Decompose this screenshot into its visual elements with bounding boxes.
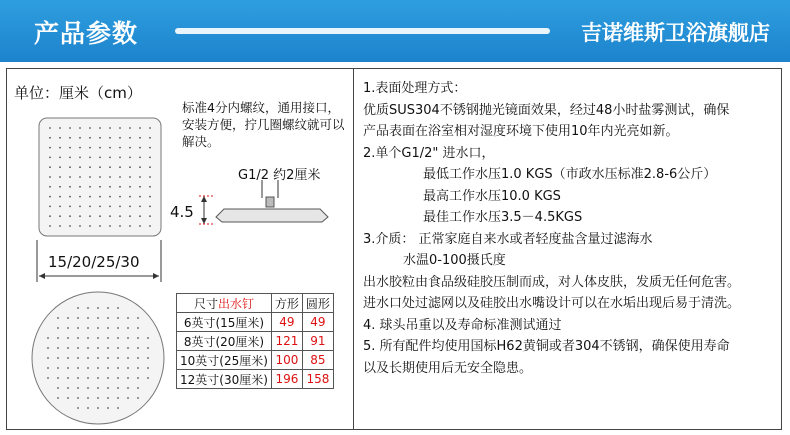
thread-note: 标准4分内螺纹，通用接口，安装方便，拧几圈螺纹就可以解决。 — [182, 100, 345, 149]
nozzle-dot — [137, 347, 139, 349]
nozzle-dot — [139, 186, 141, 188]
nozzle-dot — [107, 327, 109, 329]
nozzle-dot — [89, 166, 91, 168]
table-header-cell: 尺寸出水钉 — [177, 294, 272, 313]
nozzle-dot — [67, 357, 69, 359]
nozzle-dot — [109, 225, 111, 227]
nozzle-dot — [139, 127, 141, 129]
table-row — [177, 332, 334, 351]
nozzle-dot — [127, 367, 129, 369]
nozzle-dot — [49, 206, 51, 208]
nozzle-dot — [139, 196, 141, 198]
height-arrow-bottom — [201, 218, 207, 224]
nozzle-dot — [137, 397, 139, 399]
nozzle-dot — [89, 186, 91, 188]
nozzle-dot — [139, 137, 141, 139]
nozzle-dot — [107, 387, 109, 389]
nozzle-dot — [79, 215, 81, 217]
nozzle-dot — [99, 206, 101, 208]
nozzle-dot — [97, 397, 99, 399]
nozzle-dot — [47, 337, 49, 339]
nozzle-dot — [109, 176, 111, 178]
spec-line: 5. 所有配件均使用国标H62黄铜或者304不锈钢，确保使用寿命 — [363, 339, 730, 354]
nozzle-dot — [47, 367, 49, 369]
nozzle-dot — [87, 317, 89, 319]
nozzle-dot — [127, 337, 129, 339]
nozzle-dot — [107, 337, 109, 339]
nozzle-dot — [99, 127, 101, 129]
nozzle-dot — [129, 206, 131, 208]
nozzle-dot — [59, 186, 61, 188]
nozzle-dot — [59, 147, 61, 149]
nozzle-dot — [67, 347, 69, 349]
nozzle-dot — [129, 166, 131, 168]
nozzle-dot — [69, 147, 71, 149]
nozzle-dot — [67, 397, 69, 399]
nozzle-dot — [117, 377, 119, 379]
nozzle-dot — [109, 166, 111, 168]
nozzle-dot — [139, 157, 141, 159]
table-cell-round: 91 — [302, 332, 333, 351]
nozzle-dot — [99, 225, 101, 227]
nozzle-dot — [59, 196, 61, 198]
nozzle-dot — [77, 367, 79, 369]
nozzle-dot — [117, 337, 119, 339]
nozzle-dot — [67, 387, 69, 389]
nozzle-dot — [49, 166, 51, 168]
table-header-cell: 方形 — [271, 294, 302, 313]
nozzle-dot — [57, 347, 59, 349]
nozzle-dot — [57, 337, 59, 339]
table-row — [177, 351, 334, 370]
nozzle-dot — [109, 186, 111, 188]
nozzle-dot — [49, 196, 51, 198]
nozzle-dot — [117, 307, 119, 309]
nozzle-dot — [69, 176, 71, 178]
nozzle-dot — [59, 176, 61, 178]
nozzle-dot — [99, 147, 101, 149]
nozzle-dot — [119, 225, 121, 227]
nozzle-dot — [129, 157, 131, 159]
nozzle-dot — [99, 215, 101, 217]
nozzle-dot — [89, 137, 91, 139]
nozzle-dot — [69, 157, 71, 159]
spec-line: 优质SUS304不锈钢抛光镜面效果，经过48小时盐雾测试，确保 — [363, 102, 730, 118]
nozzle-dot — [99, 176, 101, 178]
nozzle-dot — [147, 337, 149, 339]
nozzle-dot — [79, 225, 81, 227]
nozzle-dot — [57, 327, 59, 329]
nozzle-dot — [109, 127, 111, 129]
thread-label: G1/2 约2厘米 — [238, 168, 321, 183]
nozzle-dot — [149, 186, 151, 188]
inlet-connector — [266, 197, 274, 207]
spec-line: 2.单个G1/2" 进水口， — [363, 145, 495, 161]
head-profile — [216, 209, 328, 222]
nozzle-dot — [79, 127, 81, 129]
nozzle-dot — [137, 387, 139, 389]
nozzle-dot — [89, 215, 91, 217]
nozzle-dot — [119, 166, 121, 168]
spec-line: 最低工作水压1.0 KGS（市政水压标准2.8-6公斤） — [423, 167, 717, 182]
nozzle-dot — [109, 157, 111, 159]
dim-arrow-left — [39, 273, 45, 279]
nozzle-dot — [129, 127, 131, 129]
nozzle-dot — [49, 147, 51, 149]
nozzle-dot — [89, 157, 91, 159]
nozzle-dot — [79, 137, 81, 139]
nozzle-dot — [117, 367, 119, 369]
nozzle-dot — [149, 206, 151, 208]
nozzle-dot — [57, 377, 59, 379]
nozzle-dot — [119, 157, 121, 159]
brand-name: 吉诺维斯卫浴旗舰店 — [581, 21, 770, 45]
nozzle-dot — [57, 367, 59, 369]
nozzle-dot — [79, 176, 81, 178]
nozzle-dot — [149, 215, 151, 217]
nozzle-dot — [49, 176, 51, 178]
table-cell-size: 10英寸(25厘米) — [177, 351, 272, 370]
nozzle-dot — [99, 166, 101, 168]
nozzle-dot — [69, 186, 71, 188]
nozzle-dot — [77, 397, 79, 399]
nozzle-dot — [79, 196, 81, 198]
nozzle-dot — [107, 377, 109, 379]
nozzle-dot — [69, 166, 71, 168]
nozzle-dot — [149, 147, 151, 149]
nozzle-dot — [97, 327, 99, 329]
table-cell-size: 12英寸(30厘米) — [177, 370, 272, 389]
nozzle-dot — [67, 367, 69, 369]
nozzle-dot — [149, 127, 151, 129]
nozzle-dot — [89, 225, 91, 227]
nozzle-dot — [57, 317, 59, 319]
nozzle-dot — [67, 317, 69, 319]
nozzle-dot — [97, 407, 99, 409]
nozzle-dot — [149, 176, 151, 178]
nozzle-dot — [129, 186, 131, 188]
nozzle-dot — [107, 397, 109, 399]
nozzle-dot — [127, 397, 129, 399]
nozzle-dot — [69, 206, 71, 208]
nozzle-dot — [87, 347, 89, 349]
dim-arrow-right — [153, 273, 159, 279]
nozzle-dot — [139, 215, 141, 217]
nozzle-dot — [87, 377, 89, 379]
nozzle-dot — [59, 215, 61, 217]
nozzle-dot — [79, 147, 81, 149]
nozzle-dot — [77, 407, 79, 409]
nozzle-dot — [87, 337, 89, 339]
table-cell-square: 196 — [271, 370, 302, 389]
nozzle-dot — [107, 307, 109, 309]
nozzle-dot — [49, 127, 51, 129]
nozzle-dot — [59, 225, 61, 227]
nozzle-dot — [89, 176, 91, 178]
nozzle-dot — [89, 147, 91, 149]
nozzle-dot — [87, 407, 89, 409]
nozzle-dot — [59, 137, 61, 139]
nozzle-dot — [127, 387, 129, 389]
nozzle-dot — [117, 347, 119, 349]
nozzle-dot — [149, 157, 151, 159]
nozzle-dot — [147, 377, 149, 379]
nozzle-dot — [139, 225, 141, 227]
nozzle-dot — [77, 377, 79, 379]
spec-line: 水温0-100摄氏度 — [403, 253, 506, 268]
nozzle-dot — [77, 357, 79, 359]
spec-table — [176, 293, 334, 389]
nozzle-dot — [47, 347, 49, 349]
size-label: 15/20/25/30 — [48, 253, 140, 271]
table-row — [177, 313, 334, 332]
nozzle-dot — [107, 407, 109, 409]
nozzle-dot — [99, 157, 101, 159]
nozzle-dot — [129, 215, 131, 217]
nozzle-dot — [139, 206, 141, 208]
nozzle-dot — [127, 317, 129, 319]
table-cell-round: 85 — [302, 351, 333, 370]
table-row — [177, 370, 334, 389]
nozzle-dot — [139, 166, 141, 168]
nozzle-dot — [137, 327, 139, 329]
nozzle-dot — [69, 196, 71, 198]
spec-line: 最高工作水压10.0 KGS — [423, 188, 561, 204]
nozzle-dot — [57, 387, 59, 389]
nozzle-dot — [97, 357, 99, 359]
spec-line: 以及长期使用后无安全隐患。 — [363, 360, 533, 376]
nozzle-dot — [129, 137, 131, 139]
nozzle-dot — [67, 337, 69, 339]
nozzle-dot — [87, 387, 89, 389]
nozzle-dot — [99, 137, 101, 139]
table-cell-square: 100 — [271, 351, 302, 370]
nozzle-dot — [59, 166, 61, 168]
nozzle-dot — [109, 215, 111, 217]
nozzle-dot — [137, 377, 139, 379]
nozzle-dot — [97, 387, 99, 389]
page-title: 产品参数 — [34, 19, 139, 48]
nozzle-dot — [49, 225, 51, 227]
nozzle-dot — [57, 357, 59, 359]
nozzle-dot — [97, 367, 99, 369]
nozzle-dot — [97, 317, 99, 319]
height-label: 4.5 — [170, 203, 194, 221]
nozzle-dot — [117, 317, 119, 319]
table-header-cell: 圆形 — [302, 294, 333, 313]
nozzle-dot — [109, 196, 111, 198]
nozzle-dot — [77, 307, 79, 309]
nozzle-dot — [97, 337, 99, 339]
nozzle-dot — [119, 215, 121, 217]
nozzle-dot — [109, 147, 111, 149]
nozzle-dot — [147, 347, 149, 349]
nozzle-dot — [67, 377, 69, 379]
nozzle-dot — [117, 387, 119, 389]
spec-line: 4. 球头吊重以及寿命标准测试通过 — [363, 317, 562, 333]
nozzle-dot — [107, 357, 109, 359]
nozzle-dot — [87, 367, 89, 369]
nozzle-dot — [149, 196, 151, 198]
table-cell-round: 49 — [302, 313, 333, 332]
nozzle-dot — [47, 357, 49, 359]
nozzle-dot — [109, 137, 111, 139]
nozzle-dot — [77, 327, 79, 329]
nozzle-dot — [147, 367, 149, 369]
nozzle-dot — [79, 157, 81, 159]
nozzle-dot — [107, 367, 109, 369]
nozzle-dot — [119, 206, 121, 208]
nozzle-dot — [119, 147, 121, 149]
nozzle-dot — [89, 127, 91, 129]
nozzle-dot — [87, 307, 89, 309]
nozzle-dot — [69, 137, 71, 139]
nozzle-dot — [119, 196, 121, 198]
table-cell-square: 49 — [271, 313, 302, 332]
nozzle-dot — [87, 357, 89, 359]
nozzle-dot — [127, 377, 129, 379]
nozzle-dot — [137, 317, 139, 319]
nozzle-dot — [69, 225, 71, 227]
nozzle-dot — [49, 186, 51, 188]
nozzle-dot — [119, 186, 121, 188]
nozzle-dot — [129, 147, 131, 149]
nozzle-dot — [137, 357, 139, 359]
spec-line: 进水口处过滤网以及硅胶出水嘴设计可以在水垢出现后易于清洗。 — [363, 296, 741, 311]
nozzle-dot — [129, 176, 131, 178]
nozzle-dot — [87, 397, 89, 399]
nozzle-dot — [149, 225, 151, 227]
nozzle-dot — [77, 317, 79, 319]
nozzle-dot — [79, 166, 81, 168]
nozzle-dot — [119, 127, 121, 129]
nozzle-dot — [139, 176, 141, 178]
nozzle-dot — [59, 127, 61, 129]
nozzle-dot — [79, 186, 81, 188]
nozzle-dot — [79, 206, 81, 208]
nozzle-dot — [117, 327, 119, 329]
nozzle-dot — [129, 196, 131, 198]
nozzle-dot — [99, 196, 101, 198]
nozzle-dot — [69, 127, 71, 129]
nozzle-dot — [117, 407, 119, 409]
nozzle-dot — [147, 357, 149, 359]
spec-line: 3.介质： 正常家庭自来水或者轻度盐含量过滤海水 — [363, 231, 653, 247]
nozzle-dot — [87, 327, 89, 329]
nozzle-dot — [59, 206, 61, 208]
nozzle-dot — [47, 377, 49, 379]
nozzle-dot — [49, 137, 51, 139]
nozzle-dot — [127, 327, 129, 329]
unit-label: 单位：厘米（cm） — [14, 84, 142, 102]
nozzle-dot — [107, 347, 109, 349]
table-cell-size: 8英寸(20厘米) — [177, 332, 272, 351]
nozzle-dot — [149, 137, 151, 139]
spec-line: 最佳工作水压3.5－4.5KGS — [423, 210, 583, 225]
nozzle-dot — [49, 157, 51, 159]
nozzle-dot — [97, 307, 99, 309]
nozzle-dot — [59, 157, 61, 159]
table-cell-round: 158 — [302, 370, 333, 389]
spec-text — [363, 78, 777, 379]
nozzle-dot — [89, 206, 91, 208]
nozzle-dot — [77, 387, 79, 389]
nozzle-dot — [127, 347, 129, 349]
spec-line: 1.表面处理方式： — [363, 81, 467, 96]
nozzle-dot — [97, 377, 99, 379]
nozzle-dot — [107, 317, 109, 319]
nozzle-dot — [49, 215, 51, 217]
nozzle-dot — [119, 137, 121, 139]
table-cell-size: 6英寸(15厘米) — [177, 313, 272, 332]
nozzle-dot — [99, 186, 101, 188]
nozzle-dot — [69, 215, 71, 217]
nozzle-dot — [137, 337, 139, 339]
nozzle-dot — [119, 176, 121, 178]
nozzle-dot — [117, 357, 119, 359]
nozzle-dot — [89, 196, 91, 198]
nozzle-dot — [137, 367, 139, 369]
nozzle-dot — [117, 397, 119, 399]
nozzle-dot — [77, 347, 79, 349]
spec-line: 产品表面在浴室相对湿度环境下使用10年内光亮如新。 — [363, 124, 679, 139]
nozzle-header: 出水钉 — [217, 296, 254, 311]
nozzle-dot — [57, 397, 59, 399]
nozzle-dot — [67, 327, 69, 329]
table-cell-square: 121 — [271, 332, 302, 351]
height-arrow-top — [201, 196, 207, 202]
table-header-row — [177, 294, 334, 313]
spec-line: 出水胶粒由食品级硅胶压制而成，对人体皮肤，发质无任何危害。 — [363, 274, 741, 290]
nozzle-dot — [109, 206, 111, 208]
nozzle-dot — [77, 337, 79, 339]
nozzle-dot — [127, 357, 129, 359]
nozzle-dot — [139, 147, 141, 149]
nozzle-dot — [149, 166, 151, 168]
nozzle-dot — [129, 225, 131, 227]
nozzle-dot — [97, 347, 99, 349]
